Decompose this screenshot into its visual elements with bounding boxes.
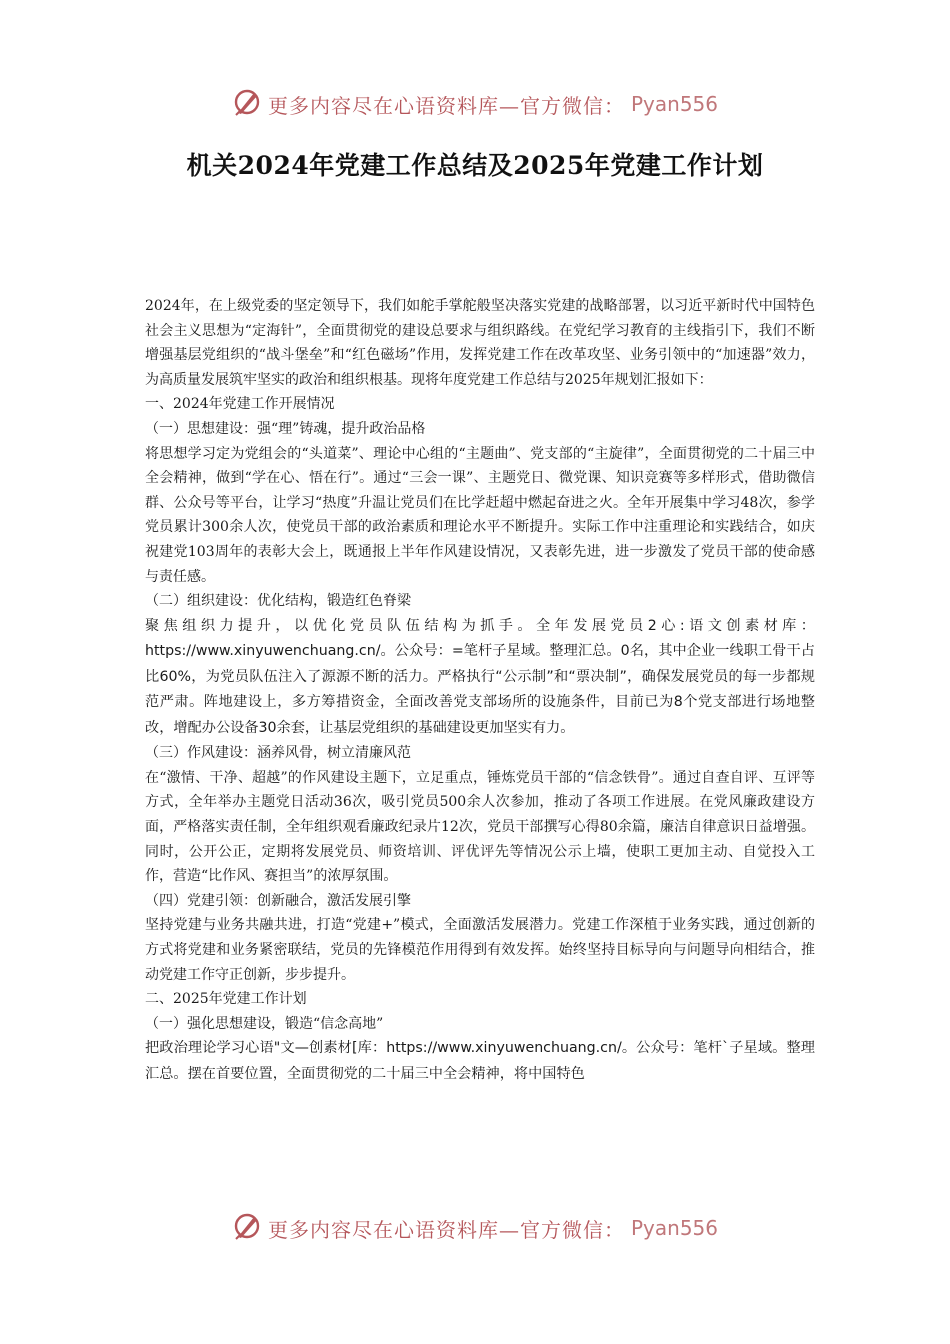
body-paragraph: 坚持党建与业务共融共进，打造“党建+”模式，全面激活发展潜力。党建工作深植于业务实践，通过创新的方式将党建和业务紧密联结，党员的先锋模范作用得到有效发挥。始终坚持目标导向与问题导向相结合，推动党建工作守正创新，步步提升。 bbox=[145, 917, 815, 983]
watermark-wechat-id: Pyan556 bbox=[630, 92, 718, 116]
quill-pen-logo-icon bbox=[232, 87, 262, 121]
body-paragraph: 聚焦组织力提升，以优化党员队伍结构为抓手。全年发展党员2心:语文创素材库：https://www.xinyuwenchuang.cn/。公众号：=笔杆子星域。整理汇总。0名，其中企业一线职工骨干占比60%，为党员队伍注入了源源不断的活力。严格执行“公示制”和“票决制”，确保发展党员的每一步都规范严肃。阵地建设上，多方筹措资金，全面改善党支部场所的设施条件，目前已为8个党支部进行场地整改，增配办公设备30余套，让基层党组织的基础建设更加坚实有力。 bbox=[145, 617, 815, 736]
bottom-watermark-banner bbox=[0, 1206, 950, 1250]
top-watermark-banner bbox=[0, 82, 950, 126]
subsection-heading: （一）强化思想建设，锻造“信念高地” bbox=[145, 1015, 384, 1032]
body-paragraph: 在“激情、干净、超越”的作风建设主题下，立足重点，锤炼党员干部的“信念铁骨”。通过自查自评、互评等方式，全年举办主题党日活动36次，吸引党员500余人次参加，推动了各项工作进展。在党风廉政建设方面，严格落实责任制，全年组织观看廉政纪录片12次，党员干部撰写心得80余篇，廉洁自律意识日益增强。同时，公开公正，定期将发展党员、师资培训、评优评先等情况公示上墙，使职工更加主动、自觉投入工作，营造“比作风、赛担当”的浓厚氛围。 bbox=[145, 769, 815, 885]
body-paragraph: 把政治理论学习心语"文—创素材[库：https://www.xinyuwenchuang.cn/。公众号：笔杆`子星域。整理汇总。摆在首要位置，全面贯彻党的二十届三中全会精神，将中国特色 bbox=[145, 1040, 815, 1082]
subsection-heading: （一）思想建设：强“理”铸魂，提升政治品格 bbox=[145, 420, 426, 437]
quill-pen-logo-icon bbox=[232, 1211, 262, 1245]
subsection-heading: （四）党建引领：创新融合，激活发展引擎 bbox=[145, 892, 411, 909]
document-title: 机关2024年党建工作总结及2025年党建工作计划 bbox=[186, 151, 764, 180]
intro-paragraph: 2024年，在上级党委的坚定领导下，我们如舵手掌舵般坚决落实党建的战略部署，以习近平新时代中国特色社会主义思想为“定海针”，全面贯彻党的建设总要求与组织路线。在党纪学习教育的主线指引下，我们不断增强基层党组织的“战斗堡垒”和“红色磁场”作用，发挥党建工作在改革攻坚、业务引领中的“加速器”效力，为高质量发展筑牢坚实的政治和组织根基。现将年度党建工作总结与2025年规划汇报如下： bbox=[145, 298, 815, 388]
section-heading: 二、2025年党建工作计划 bbox=[145, 991, 307, 1008]
subsection-heading: （二）组织建设：优化结构，锻造红色脊梁 bbox=[145, 593, 411, 610]
watermark-text: 更多内容尽在心语资料库—官方微信： bbox=[267, 93, 625, 118]
section-heading: 一、2024年党建工作开展情况 bbox=[145, 396, 335, 413]
subsection-heading: （三）作风建设：涵养风骨，树立清廉风范 bbox=[145, 745, 411, 762]
watermark-text: 更多内容尽在心语资料库—官方微信： bbox=[267, 1217, 625, 1242]
watermark-wechat-id: Pyan556 bbox=[630, 1216, 718, 1240]
document-body bbox=[145, 294, 815, 1087]
body-paragraph: 将思想学习定为党组会的“头道菜”、理论中心组的“主题曲”、党支部的“主旋律”，全面贯彻党的二十届三中全会精神，做到“学在心、悟在行”。通过“三会一课”、主题党日、微党课、知识竞赛等多样形式，借助微信群、公众号等平台，让学习“热度”升温让党员们在比学赶超中燃起奋进之火。全年开展集中学习48次，参学党员累计300余人次，使党员干部的政治素质和理论水平不断提升。实际工作中注重理论和实践结合，如庆祝建党103周年的表彰大会上，既通报上半年作风建设情况，又表彰先进，进一步激发了党员干部的使命感与责任感。 bbox=[145, 445, 815, 585]
